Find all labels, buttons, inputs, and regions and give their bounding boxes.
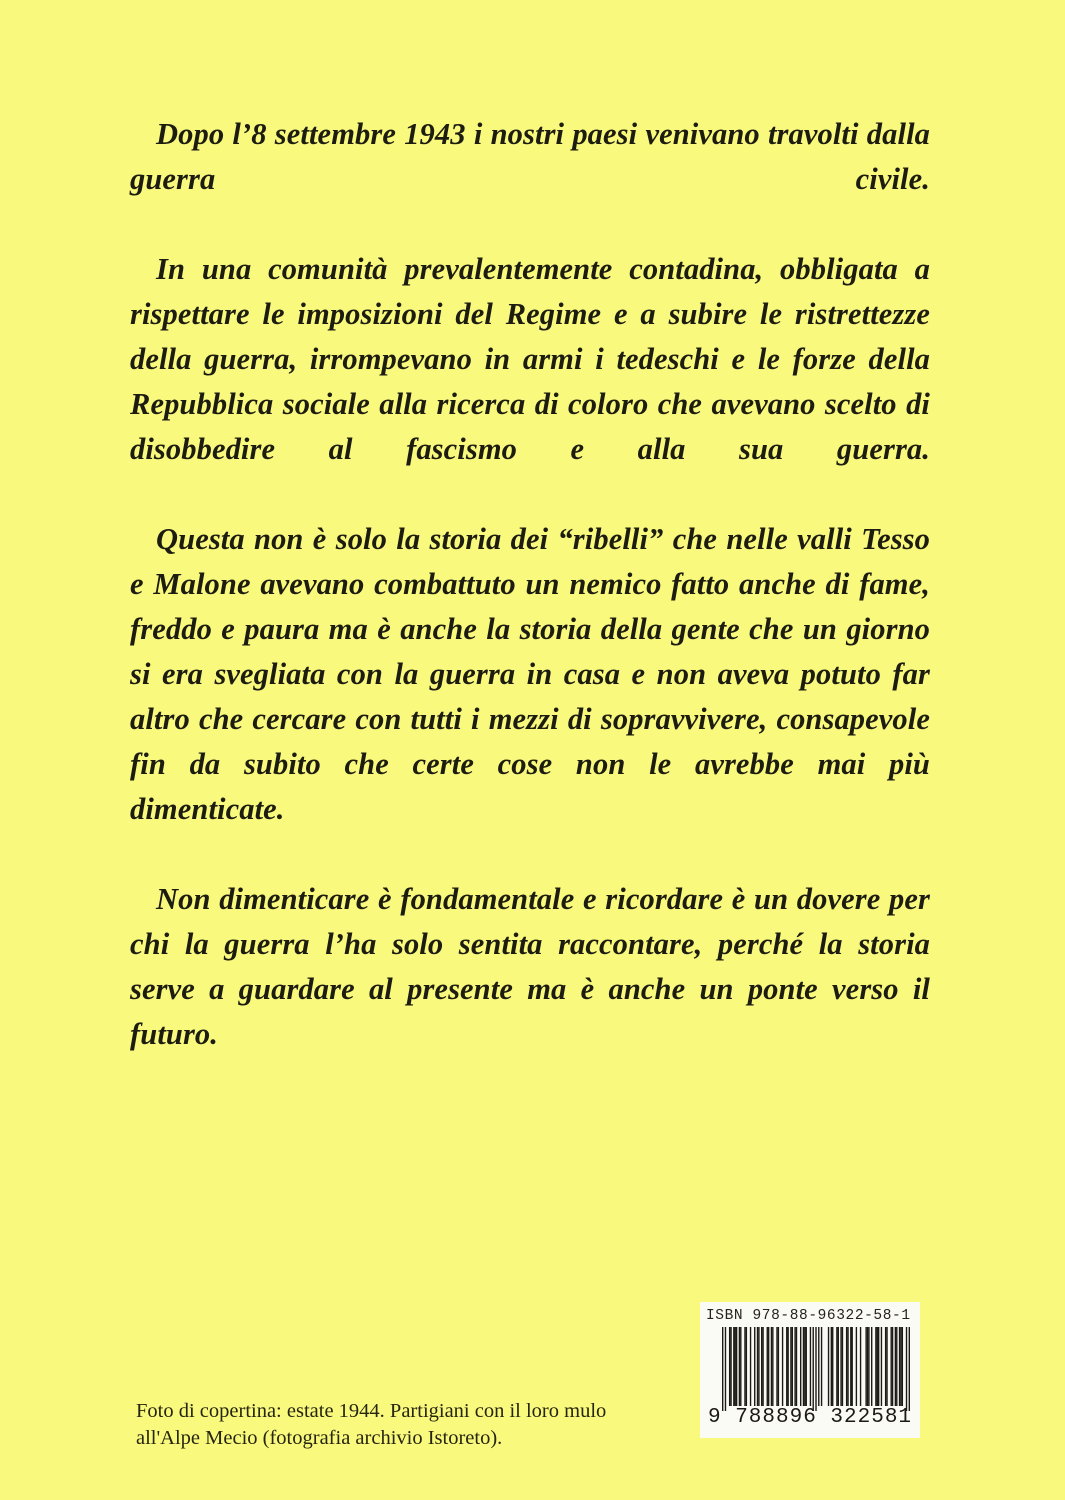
cover-photo-credit-line-2: all'Alpe Mecio (fotografia archivio Istoreto).	[136, 1427, 503, 1449]
cover-photo-credit-line-1: Foto di copertina: estate 1944. Partigiani con il loro mulo	[136, 1400, 607, 1422]
blurb-paragraph-3: Questa non è solo la storia dei “ribelli” che nelle valli Tesso e Malone avevano combattuto un nemico fatto anche di fame, freddo e paura ma è anche la storia della gente che un giorno si era svegliata con la guerra in casa e non aveva potuto far altro che cercare con tutti i mezzi di sopravvivere, consapevole fin da subito che certe cose non le avrebbe mai più dimenticate.	[130, 522, 930, 826]
ean-digits: 9 788896 322581	[708, 1406, 913, 1429]
isbn-label: ISBN 978-88-96322-58-1	[706, 1308, 911, 1324]
barcode-bars-icon	[722, 1327, 910, 1411]
isbn-barcode-panel	[700, 1302, 920, 1438]
barcode-bars-area	[722, 1327, 910, 1411]
blurb-paragraph-4: Non dimenticare è fondamentale e ricordare è un dovere per chi la guerra l’ha solo sentita raccontare, perché la storia serve a guardare al presente ma è anche un ponte verso il futuro.	[130, 882, 930, 1051]
blurb-paragraph-1: Dopo l’8 settembre 1943 i nostri paesi venivano travolti dalla guerra civile.	[130, 117, 930, 196]
blurb-text-block	[130, 112, 930, 1102]
blurb-paragraph-2: In una comunità prevalentemente contadina, obbligata a rispettare le imposizioni del Regime e a subire le ristrettezze della guerra, irrompevano in armi i tedeschi e le forze della Repubblica sociale alla ricerca di coloro che avevano scelto di disobbedire al fascismo e alla sua guerra.	[130, 252, 930, 466]
cover-photo-credit	[136, 1398, 676, 1452]
